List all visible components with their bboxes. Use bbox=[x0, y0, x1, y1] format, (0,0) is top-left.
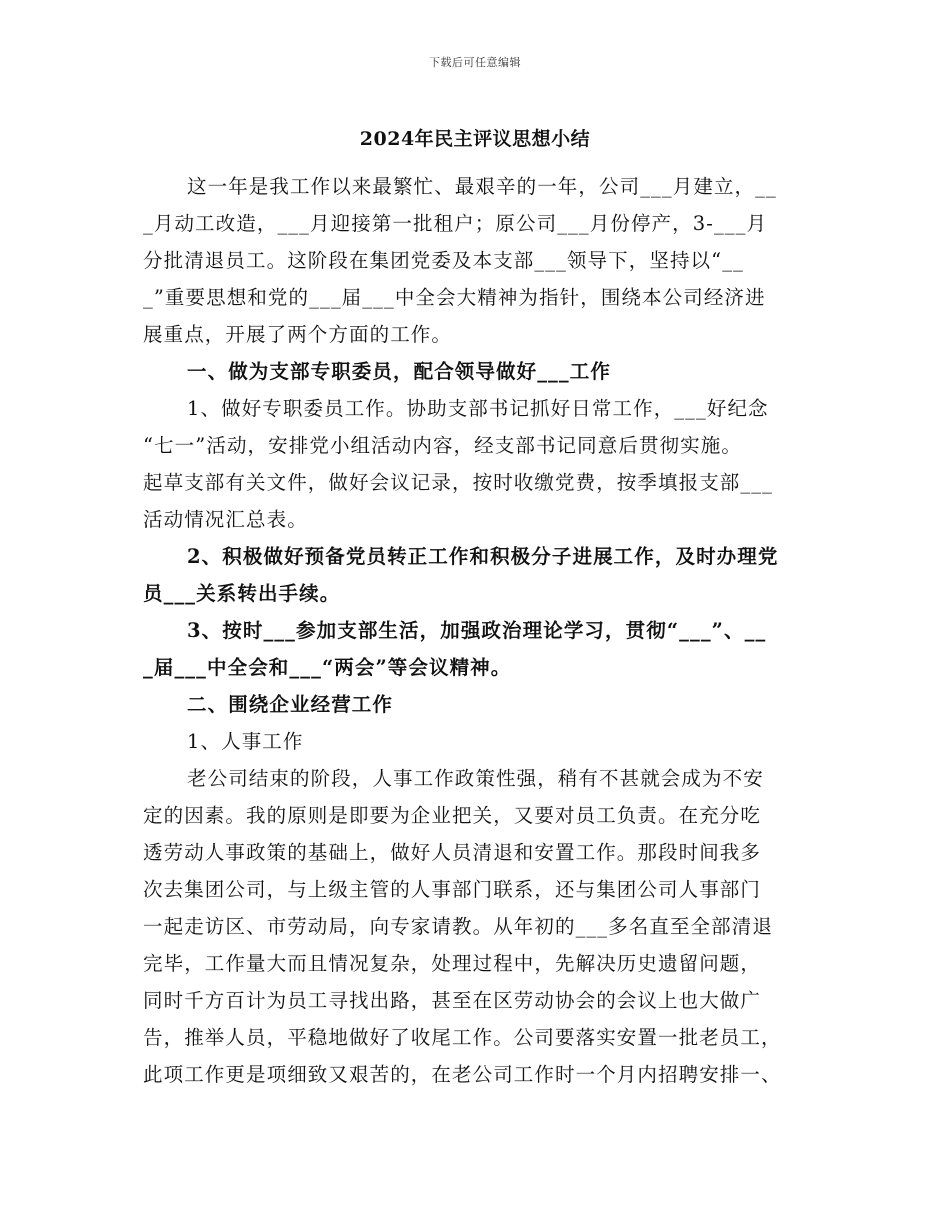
text-line: 这一年是我工作以来最繁忙、最艰辛的一年，公司___月建立，__ bbox=[187, 175, 777, 198]
text-line: 活动情况汇总表。 bbox=[143, 508, 308, 531]
text-line: 一起走访区、市劳动局，向专家请教。从年初的___多名直至全部清退 bbox=[143, 915, 773, 938]
text-line: 透劳动人事政策的基础上，做好人员清退和安置工作。那段时间我多 bbox=[143, 841, 762, 864]
text-line: 1、人事工作 bbox=[187, 730, 304, 753]
text-line: 起草支部有关文件，做好会议记录，按时收缴党费，按季填报支部___ bbox=[143, 471, 773, 494]
text-line: 2、积极做好预备党员转正工作和积极分子进展工作，及时办理党 bbox=[187, 545, 779, 568]
text-line: 完毕，工作量大而且情况复杂，处理过程中，先解决历史遗留问题， bbox=[143, 952, 762, 975]
text-line: 同时千方百计为员工寻找出路，甚至在区劳动协会的会议上也大做广 bbox=[143, 989, 762, 1012]
text-line: 定的因素。我的原则是即要为企业把关，又要对员工负责。在充分吃 bbox=[143, 804, 762, 827]
text-line: 展重点，开展了两个方面的工作。 bbox=[143, 323, 453, 346]
document-title: 2024年民主评议思想小结 bbox=[359, 128, 591, 150]
text-line: _”重要思想和党的___届___中全会大精神为指针，围绕本公司经济进 bbox=[143, 286, 766, 309]
text-line: 员___关系转出手续。 bbox=[143, 582, 341, 605]
text-line: 此项工作更是项细致又艰苦的，在老公司工作时一个月内招聘安排一、 bbox=[143, 1063, 782, 1086]
text-line: 1、做好专职委员工作。协助支部书记抓好日常工作，___好纪念 bbox=[187, 397, 769, 420]
text-line: 二、围绕企业经营工作 bbox=[187, 693, 394, 716]
document-body bbox=[143, 172, 823, 1097]
text-line: _月动工改造，___月迎接第一批租户；原公司___月份停产，3-___月 bbox=[143, 212, 768, 235]
text-line: 分批清退员工。这阶段在集团党委及本支部___领导下，坚持以“__ bbox=[143, 249, 744, 272]
text-line: 老公司结束的阶段，人事工作政策性强，稍有不甚就会成为不安 bbox=[187, 767, 764, 790]
text-line: _届___中全会和___“两会”等会议精神。 bbox=[143, 656, 512, 679]
text-line: “七一”活动，安排党小组活动内容，经支部书记同意后贯彻实施。 bbox=[143, 434, 742, 457]
text-line: 次去集团公司，与上级主管的人事部门联系，还与集团公司人事部门 bbox=[143, 878, 762, 901]
text-line: 一、做为支部专职委员，配合领导做好___工作 bbox=[187, 360, 611, 383]
text-line: 3、按时___参加支部生活，加强政治理论学习，贯彻“___”、__ bbox=[187, 619, 767, 642]
text-line: 告，推举人员，平稳地做好了收尾工作。公司要落实安置一批老员工， bbox=[143, 1026, 782, 1049]
header-note: 下载后可任意编辑 bbox=[429, 56, 521, 69]
